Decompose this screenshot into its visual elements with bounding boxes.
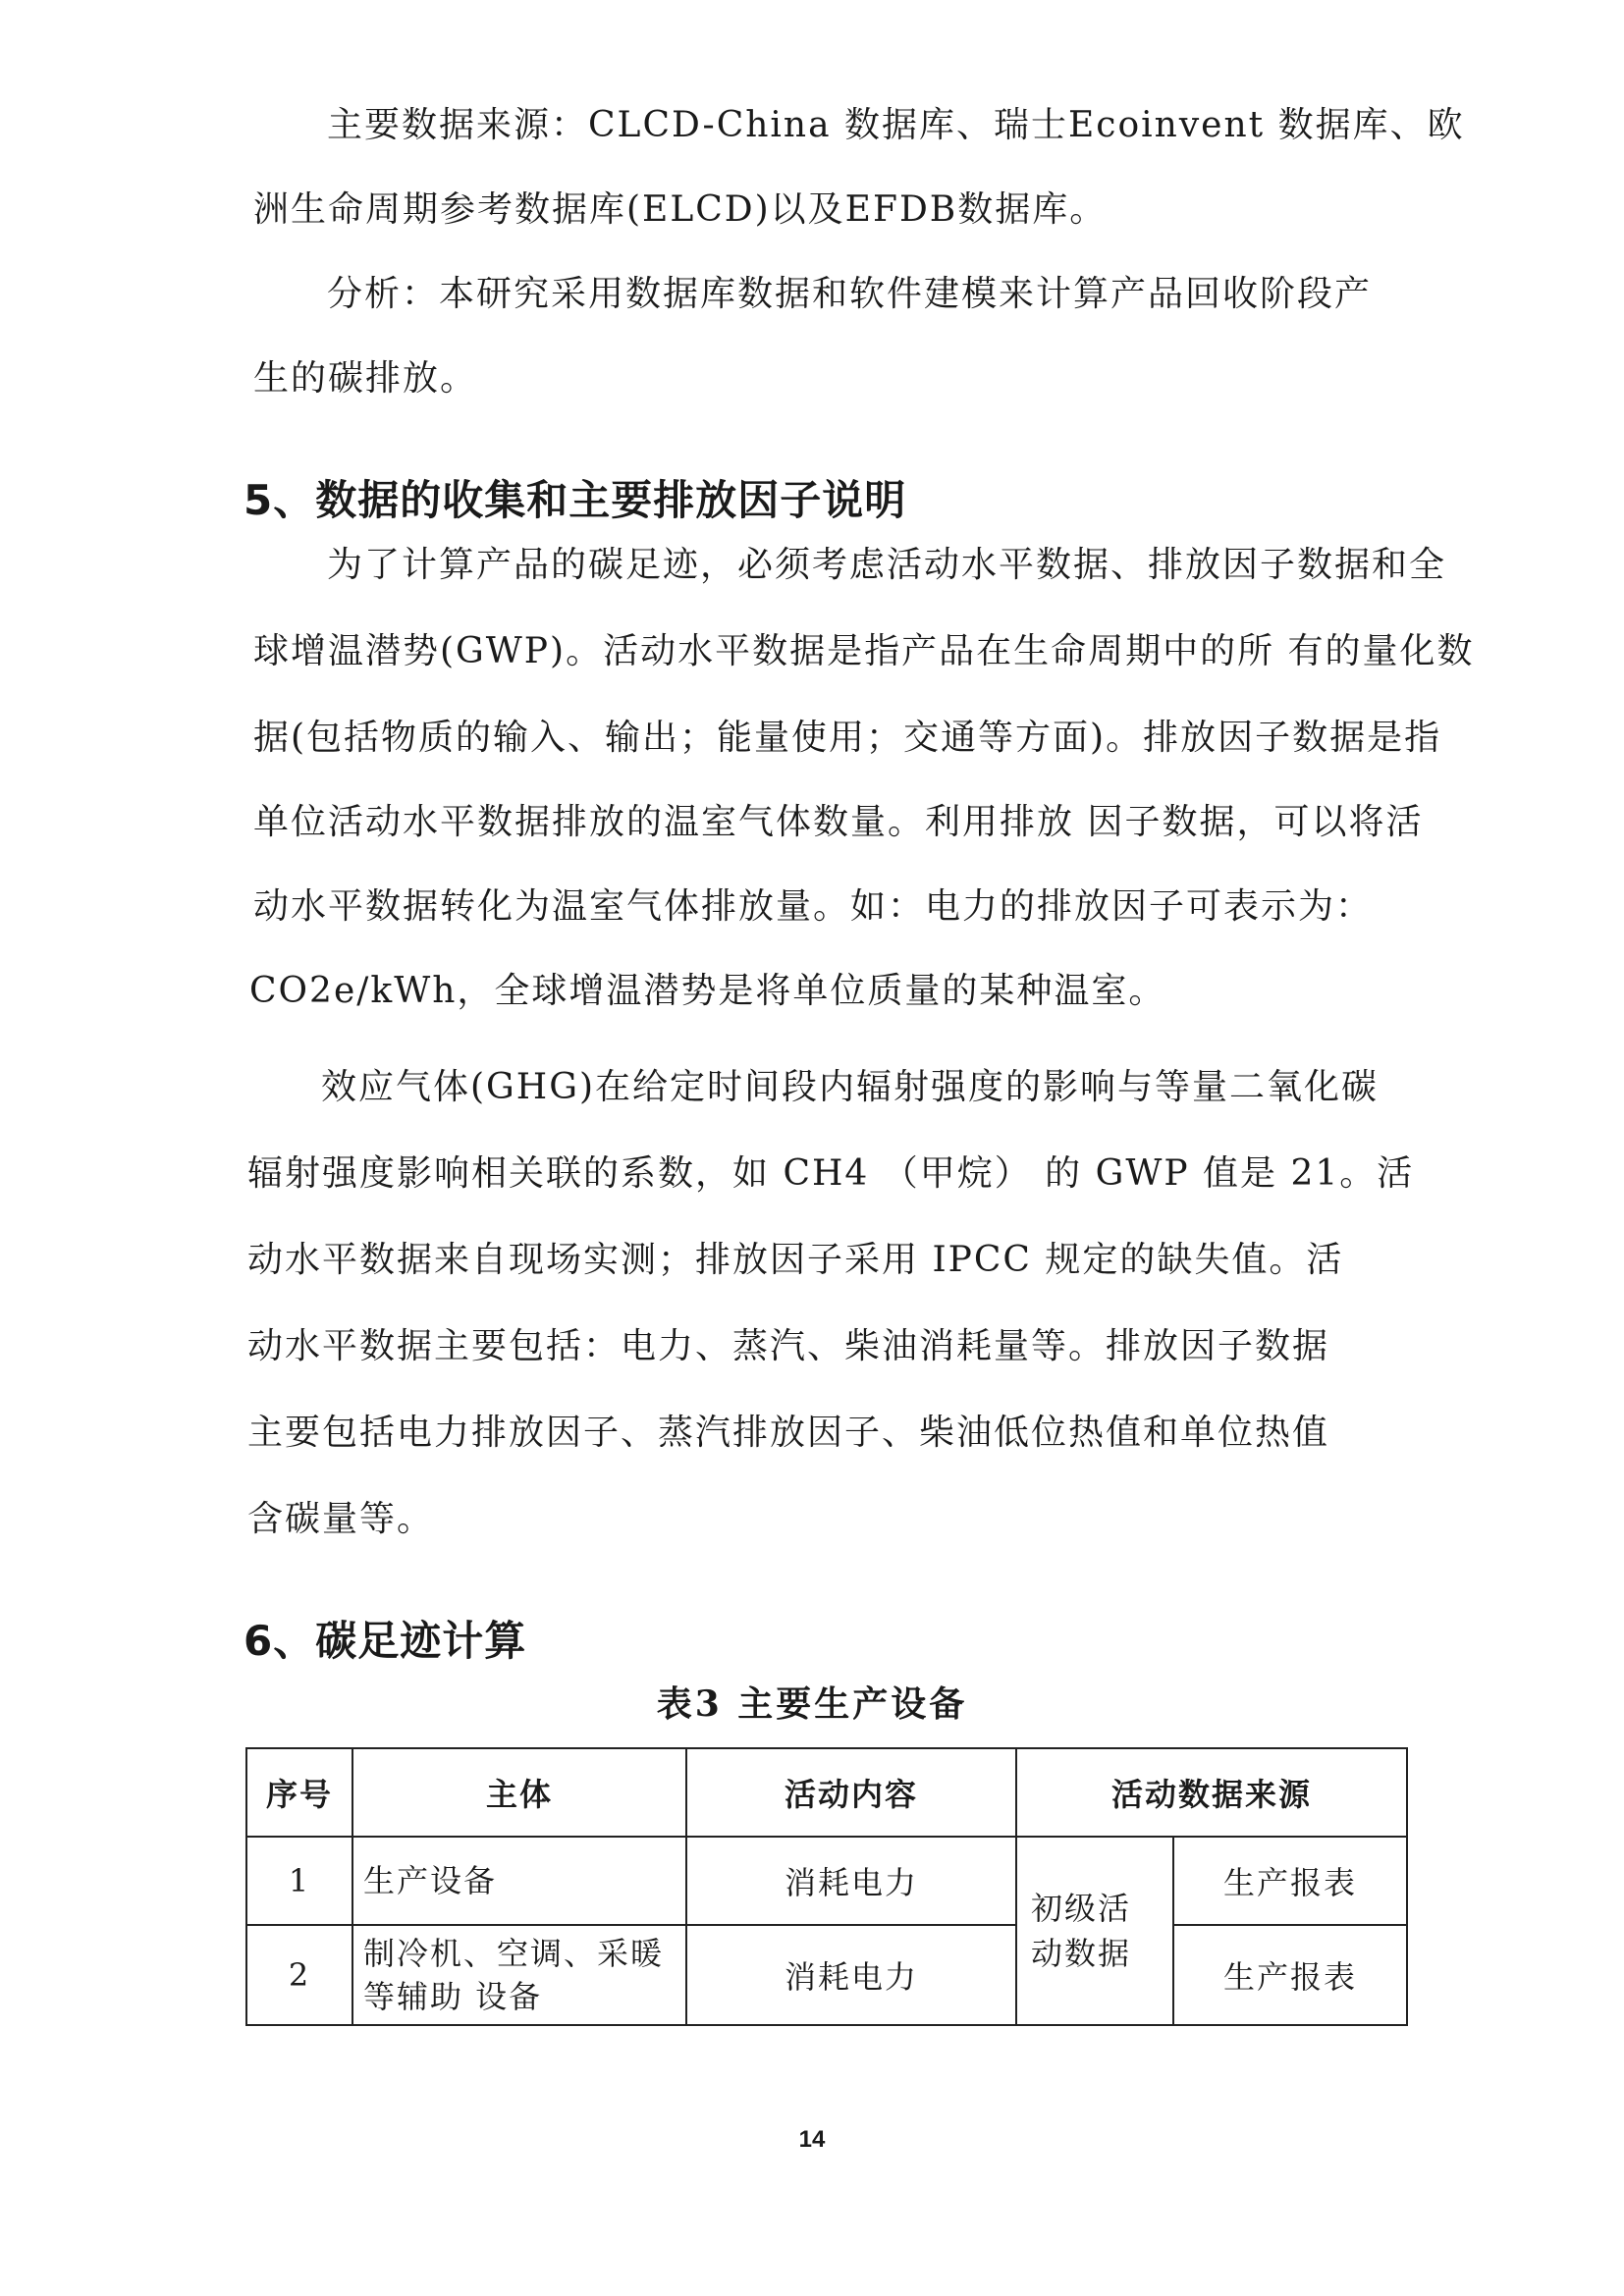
row-source: 生产报表 <box>1173 1925 1407 2025</box>
analysis-line-2: 生的碳排放。 <box>253 358 478 399</box>
table-header-row <box>246 1748 1407 1837</box>
row-activity: 消耗电力 <box>686 1837 1016 1925</box>
section-6-heading: 6、碳足迹计算 <box>244 1617 527 1665</box>
s5-para1-line-3: 据(包括物质的输入、输出；能量使用；交通等方面)。排放因子数据是指 <box>253 718 1442 758</box>
section-5-heading: 5、数据的收集和主要排放因子说明 <box>244 476 907 524</box>
s5-para2-line-2: 辐射强度影响相关联的系数，如 CH4 （甲烷） 的 GWP 值是 21。活 <box>247 1153 1415 1194</box>
row-source: 生产报表 <box>1173 1837 1407 1925</box>
source-line-2: 洲生命周期参考数据库(ELCD)以及EFDB数据库。 <box>253 189 1108 230</box>
page-number: 14 <box>798 2126 826 2153</box>
table-row <box>246 1837 1407 1925</box>
s5-para2-line-6: 含碳量等。 <box>247 1499 435 1539</box>
s5-para1-line-2: 球增温潜势(GWP)。活动水平数据是指产品在生命周期中的所 有的量化数 <box>253 631 1475 671</box>
s5-para1-line-4: 单位活动水平数据排放的温室气体数量。利用排放 因子数据，可以将活 <box>253 802 1424 842</box>
row-subject: 生产设备 <box>352 1837 686 1925</box>
row-activity: 消耗电力 <box>686 1925 1016 2025</box>
header-subject: 主体 <box>352 1748 686 1837</box>
equipment-table <box>245 1747 1408 2026</box>
s5-para2-line-1: 效应气体(GHG)在给定时间段内辐射强度的影响与等量二氧化碳 <box>321 1067 1380 1107</box>
source-type-cell: 初级活动数据 <box>1016 1837 1173 2025</box>
s5-para2-line-4: 动水平数据主要包括：电力、蒸汽、柴油消耗量等。排放因子数据 <box>247 1326 1330 1366</box>
row-subject: 制冷机、空调、采暖等辅助 设备 <box>352 1925 686 2025</box>
s5-para1-line-1: 为了计算产品的碳足迹，必须考虑活动水平数据、排放因子数据和全 <box>327 545 1447 585</box>
header-activity: 活动内容 <box>686 1748 1016 1837</box>
s5-para2-line-3: 动水平数据来自现场实测；排放因子采用 IPCC 规定的缺失值。活 <box>247 1240 1344 1280</box>
s5-para1-line-6: CO2e/kWh，全球增温潜势是将单位质量的某种温室。 <box>249 971 1166 1011</box>
table-caption: 表3 主要生产设备 <box>656 1683 968 1725</box>
row-index: 1 <box>246 1837 352 1925</box>
table-row <box>246 1925 1407 2025</box>
analysis-line-1: 分析：本研究采用数据库数据和软件建模来计算产品回收阶段产 <box>327 274 1373 314</box>
source-line-1: 主要数据来源：CLCD-China 数据库、瑞士Ecoinvent 数据库、欧 <box>327 105 1465 145</box>
header-data-source: 活动数据来源 <box>1016 1748 1407 1837</box>
row-index: 2 <box>246 1925 352 2025</box>
s5-para2-line-5: 主要包括电力排放因子、蒸汽排放因子、柴油低位热值和单位热值 <box>247 1413 1330 1453</box>
header-index: 序号 <box>246 1748 352 1837</box>
s5-para1-line-5: 动水平数据转化为温室气体排放量。如：电力的排放因子可表示为： <box>253 886 1374 927</box>
